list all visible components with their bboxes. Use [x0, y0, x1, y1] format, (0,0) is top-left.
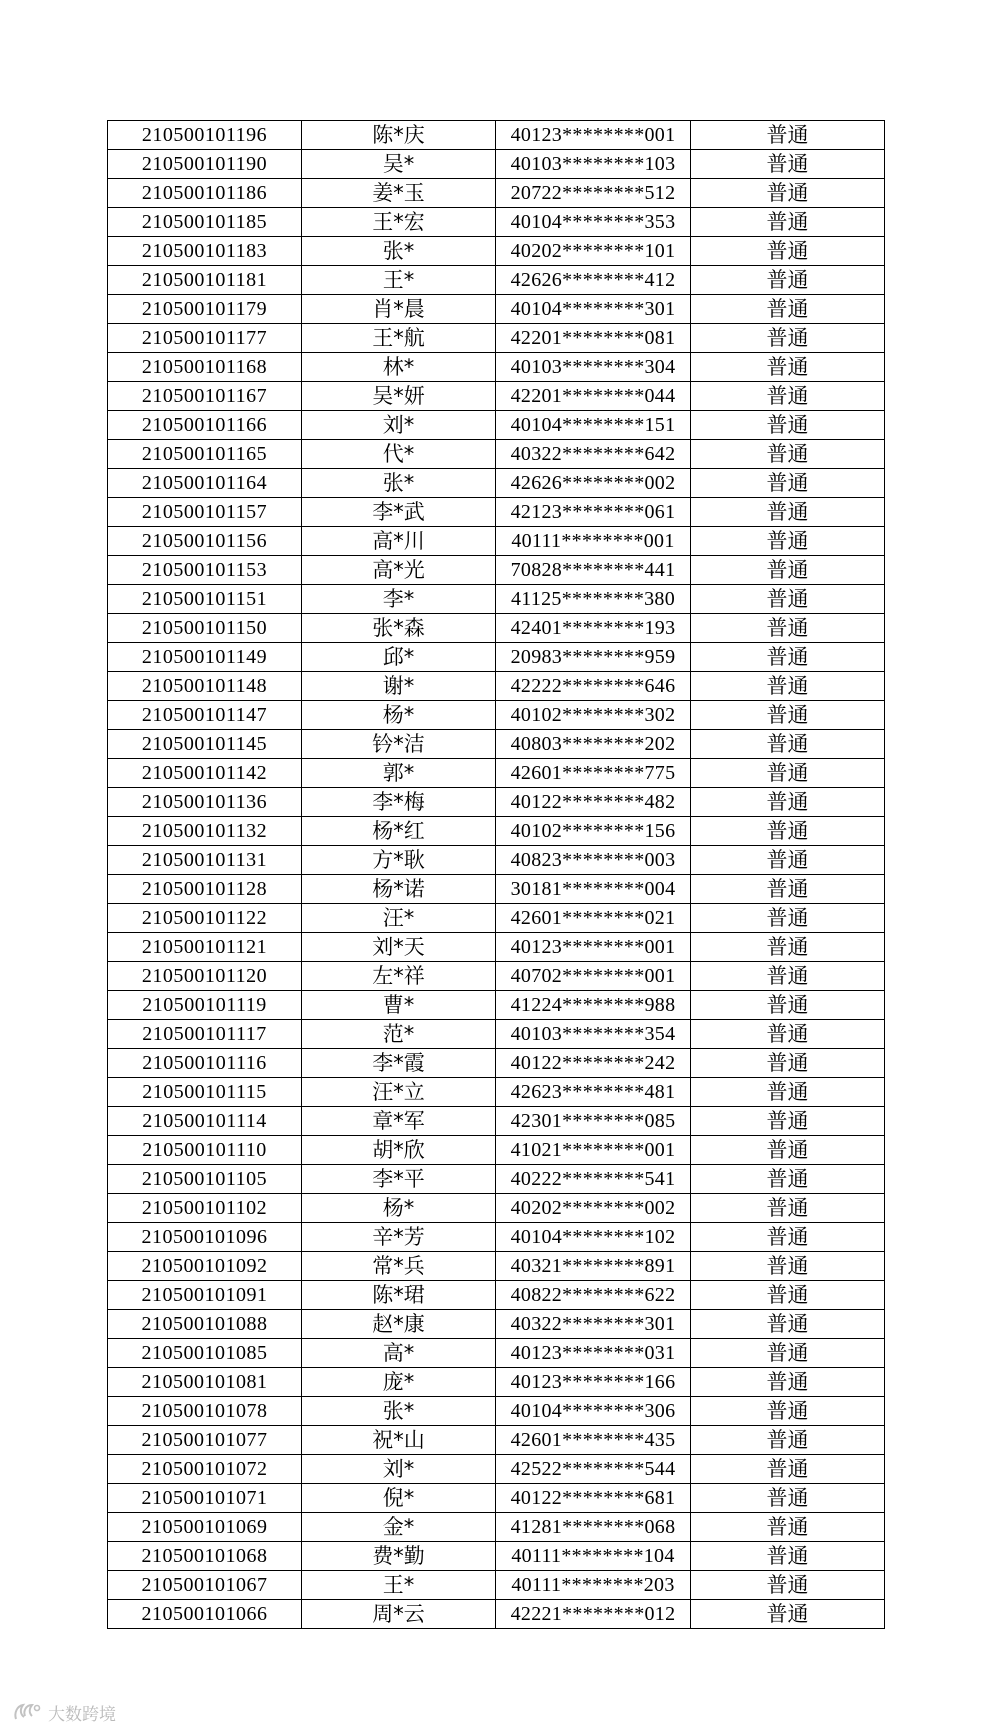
category-cell: 普通 [691, 1368, 885, 1397]
name-cell: 高*川 [302, 527, 496, 556]
name-cell: 方*耿 [302, 846, 496, 875]
exam-number-cell: 210500101147 [108, 701, 302, 730]
certificate-number-cell: 42601********435 [496, 1426, 691, 1455]
exam-number-cell: 210500101142 [108, 759, 302, 788]
name-cell: 李*霞 [302, 1049, 496, 1078]
category-cell: 普通 [691, 1136, 885, 1165]
name-cell: 张* [302, 237, 496, 266]
category-cell: 普通 [691, 962, 885, 991]
certificate-number-cell: 41021********001 [496, 1136, 691, 1165]
table-row [108, 817, 885, 846]
exam-number-cell: 210500101119 [108, 991, 302, 1020]
certificate-number-cell: 40123********031 [496, 1339, 691, 1368]
exam-number-cell: 210500101067 [108, 1571, 302, 1600]
table-row [108, 353, 885, 382]
certificate-number-cell: 42222********646 [496, 672, 691, 701]
name-cell: 李*武 [302, 498, 496, 527]
name-cell: 费*勤 [302, 1542, 496, 1571]
name-cell: 高*光 [302, 556, 496, 585]
name-cell: 赵*康 [302, 1310, 496, 1339]
table-row [108, 1252, 885, 1281]
table-row [108, 1165, 885, 1194]
exam-number-cell: 210500101102 [108, 1194, 302, 1223]
exam-number-cell: 210500101115 [108, 1078, 302, 1107]
category-cell: 普通 [691, 846, 885, 875]
exam-number-cell: 210500101072 [108, 1455, 302, 1484]
certificate-number-cell: 40202********101 [496, 237, 691, 266]
category-cell: 普通 [691, 1223, 885, 1252]
name-cell: 陈*庆 [302, 121, 496, 150]
category-cell: 普通 [691, 1194, 885, 1223]
name-cell: 谢* [302, 672, 496, 701]
certificate-number-cell: 40104********301 [496, 295, 691, 324]
certificate-number-cell: 40122********482 [496, 788, 691, 817]
certificate-number-cell: 40103********354 [496, 1020, 691, 1049]
table-row [108, 382, 885, 411]
category-cell: 普通 [691, 817, 885, 846]
exam-number-cell: 210500101190 [108, 150, 302, 179]
table-row [108, 991, 885, 1020]
certificate-number-cell: 42626********412 [496, 266, 691, 295]
certificate-number-cell: 42601********775 [496, 759, 691, 788]
exam-number-cell: 210500101185 [108, 208, 302, 237]
certificate-number-cell: 40123********166 [496, 1368, 691, 1397]
logo-icon [12, 1701, 42, 1723]
certificate-number-cell: 42201********081 [496, 324, 691, 353]
category-cell: 普通 [691, 324, 885, 353]
category-cell: 普通 [691, 556, 885, 585]
certificate-number-cell: 40111********104 [496, 1542, 691, 1571]
certificate-number-cell: 40111********001 [496, 527, 691, 556]
certificate-number-cell: 42601********021 [496, 904, 691, 933]
table-row [108, 1107, 885, 1136]
exam-number-cell: 210500101168 [108, 353, 302, 382]
name-cell: 王*宏 [302, 208, 496, 237]
certificate-number-cell: 41281********068 [496, 1513, 691, 1542]
category-cell: 普通 [691, 237, 885, 266]
exam-number-cell: 210500101077 [108, 1426, 302, 1455]
name-cell: 金* [302, 1513, 496, 1542]
certificate-number-cell: 40122********242 [496, 1049, 691, 1078]
exam-number-cell: 210500101110 [108, 1136, 302, 1165]
table-row [108, 1310, 885, 1339]
exam-number-cell: 210500101068 [108, 1542, 302, 1571]
category-cell: 普通 [691, 527, 885, 556]
certificate-number-cell: 42123********061 [496, 498, 691, 527]
table-row [108, 788, 885, 817]
exam-number-cell: 210500101117 [108, 1020, 302, 1049]
table-row [108, 875, 885, 904]
exam-number-cell: 210500101131 [108, 846, 302, 875]
category-cell: 普通 [691, 730, 885, 759]
name-cell: 常*兵 [302, 1252, 496, 1281]
table-row [108, 527, 885, 556]
certificate-number-cell: 42522********544 [496, 1455, 691, 1484]
exam-number-cell: 210500101081 [108, 1368, 302, 1397]
name-cell: 陈*珺 [302, 1281, 496, 1310]
category-cell: 普通 [691, 643, 885, 672]
table-row [108, 179, 885, 208]
name-cell: 郭* [302, 759, 496, 788]
exam-number-cell: 210500101071 [108, 1484, 302, 1513]
table-row [108, 904, 885, 933]
watermark-text: 大数跨境 [48, 1704, 116, 1725]
exam-number-cell: 210500101132 [108, 817, 302, 846]
name-cell: 杨*红 [302, 817, 496, 846]
table-row [108, 1513, 885, 1542]
name-cell: 汪*立 [302, 1078, 496, 1107]
exam-number-cell: 210500101121 [108, 933, 302, 962]
certificate-number-cell: 40222********541 [496, 1165, 691, 1194]
name-cell: 左*祥 [302, 962, 496, 991]
watermark [12, 1700, 116, 1724]
certificate-number-cell: 40123********001 [496, 933, 691, 962]
certificate-number-cell: 42401********193 [496, 614, 691, 643]
certificate-number-cell: 20983********959 [496, 643, 691, 672]
name-cell: 姜*玉 [302, 179, 496, 208]
table-row [108, 1223, 885, 1252]
table-row [108, 585, 885, 614]
table-row [108, 1049, 885, 1078]
score-list-table-container [107, 120, 884, 1629]
exam-number-cell: 210500101149 [108, 643, 302, 672]
certificate-number-cell: 42623********481 [496, 1078, 691, 1107]
table-row [108, 1368, 885, 1397]
table-row [108, 324, 885, 353]
name-cell: 肖*晨 [302, 295, 496, 324]
category-cell: 普通 [691, 353, 885, 382]
table-row [108, 1571, 885, 1600]
name-cell: 杨* [302, 701, 496, 730]
certificate-number-cell: 40322********301 [496, 1310, 691, 1339]
name-cell: 钤*洁 [302, 730, 496, 759]
category-cell: 普通 [691, 1252, 885, 1281]
name-cell: 周*云 [302, 1600, 496, 1629]
certificate-number-cell: 40202********002 [496, 1194, 691, 1223]
name-cell: 高* [302, 1339, 496, 1368]
exam-number-cell: 210500101128 [108, 875, 302, 904]
category-cell: 普通 [691, 1049, 885, 1078]
category-cell: 普通 [691, 991, 885, 1020]
certificate-number-cell: 40103********103 [496, 150, 691, 179]
table-row [108, 1339, 885, 1368]
table-row [108, 1542, 885, 1571]
name-cell: 曹* [302, 991, 496, 1020]
certificate-number-cell: 40702********001 [496, 962, 691, 991]
category-cell: 普通 [691, 1513, 885, 1542]
name-cell: 辛*芳 [302, 1223, 496, 1252]
table-row [108, 208, 885, 237]
exam-number-cell: 210500101150 [108, 614, 302, 643]
category-cell: 普通 [691, 150, 885, 179]
category-cell: 普通 [691, 498, 885, 527]
name-cell: 张* [302, 469, 496, 498]
name-cell: 张*森 [302, 614, 496, 643]
category-cell: 普通 [691, 1455, 885, 1484]
name-cell: 倪* [302, 1484, 496, 1513]
table-row [108, 701, 885, 730]
certificate-number-cell: 40321********891 [496, 1252, 691, 1281]
certificate-number-cell: 40102********302 [496, 701, 691, 730]
exam-number-cell: 210500101151 [108, 585, 302, 614]
table-row [108, 1078, 885, 1107]
exam-number-cell: 210500101105 [108, 1165, 302, 1194]
name-cell: 林* [302, 353, 496, 382]
category-cell: 普通 [691, 1281, 885, 1310]
category-cell: 普通 [691, 1600, 885, 1629]
exam-number-cell: 210500101167 [108, 382, 302, 411]
certificate-number-cell: 30181********004 [496, 875, 691, 904]
certificate-number-cell: 40104********151 [496, 411, 691, 440]
exam-number-cell: 210500101165 [108, 440, 302, 469]
name-cell: 吴*妍 [302, 382, 496, 411]
name-cell: 庞* [302, 1368, 496, 1397]
exam-number-cell: 210500101136 [108, 788, 302, 817]
exam-number-cell: 210500101092 [108, 1252, 302, 1281]
certificate-number-cell: 42221********012 [496, 1600, 691, 1629]
name-cell: 邱* [302, 643, 496, 672]
category-cell: 普通 [691, 179, 885, 208]
table-row [108, 1426, 885, 1455]
exam-number-cell: 210500101066 [108, 1600, 302, 1629]
name-cell: 刘* [302, 1455, 496, 1484]
table-row [108, 962, 885, 991]
category-cell: 普通 [691, 701, 885, 730]
category-cell: 普通 [691, 1542, 885, 1571]
category-cell: 普通 [691, 295, 885, 324]
exam-number-cell: 210500101156 [108, 527, 302, 556]
table-row [108, 1397, 885, 1426]
certificate-number-cell: 40322********642 [496, 440, 691, 469]
name-cell: 吴* [302, 150, 496, 179]
table-row [108, 237, 885, 266]
table-row [108, 846, 885, 875]
exam-number-cell: 210500101085 [108, 1339, 302, 1368]
certificate-number-cell: 40104********102 [496, 1223, 691, 1252]
category-cell: 普通 [691, 1020, 885, 1049]
table-row [108, 121, 885, 150]
category-cell: 普通 [691, 1397, 885, 1426]
category-cell: 普通 [691, 933, 885, 962]
table-row [108, 150, 885, 179]
score-list-table [107, 120, 885, 1629]
table-row [108, 295, 885, 324]
certificate-number-cell: 42201********044 [496, 382, 691, 411]
table-row [108, 1281, 885, 1310]
certificate-number-cell: 40103********304 [496, 353, 691, 382]
certificate-number-cell: 41224********988 [496, 991, 691, 1020]
exam-number-cell: 210500101148 [108, 672, 302, 701]
name-cell: 刘* [302, 411, 496, 440]
table-row [108, 614, 885, 643]
table-row [108, 1455, 885, 1484]
certificate-number-cell: 41125********380 [496, 585, 691, 614]
category-cell: 普通 [691, 469, 885, 498]
exam-number-cell: 210500101114 [108, 1107, 302, 1136]
table-row [108, 1600, 885, 1629]
category-cell: 普通 [691, 614, 885, 643]
exam-number-cell: 210500101120 [108, 962, 302, 991]
category-cell: 普通 [691, 1426, 885, 1455]
exam-number-cell: 210500101157 [108, 498, 302, 527]
table-row [108, 643, 885, 672]
table-row [108, 1484, 885, 1513]
table-row [108, 672, 885, 701]
certificate-number-cell: 40122********681 [496, 1484, 691, 1513]
table-row [108, 1020, 885, 1049]
name-cell: 李*梅 [302, 788, 496, 817]
table-row [108, 730, 885, 759]
category-cell: 普通 [691, 672, 885, 701]
table-row [108, 266, 885, 295]
certificate-number-cell: 70828********441 [496, 556, 691, 585]
category-cell: 普通 [691, 1339, 885, 1368]
category-cell: 普通 [691, 1310, 885, 1339]
table-body [108, 121, 885, 1629]
table-row [108, 556, 885, 585]
exam-number-cell: 210500101122 [108, 904, 302, 933]
name-cell: 李*平 [302, 1165, 496, 1194]
name-cell: 代* [302, 440, 496, 469]
category-cell: 普通 [691, 1571, 885, 1600]
exam-number-cell: 210500101078 [108, 1397, 302, 1426]
exam-number-cell: 210500101177 [108, 324, 302, 353]
category-cell: 普通 [691, 759, 885, 788]
table-row [108, 759, 885, 788]
category-cell: 普通 [691, 875, 885, 904]
exam-number-cell: 210500101181 [108, 266, 302, 295]
exam-number-cell: 210500101166 [108, 411, 302, 440]
name-cell: 章*军 [302, 1107, 496, 1136]
exam-number-cell: 210500101145 [108, 730, 302, 759]
table-row [108, 440, 885, 469]
name-cell: 王* [302, 266, 496, 295]
table-row [108, 411, 885, 440]
name-cell: 范* [302, 1020, 496, 1049]
exam-number-cell: 210500101153 [108, 556, 302, 585]
certificate-number-cell: 40822********622 [496, 1281, 691, 1310]
name-cell: 张* [302, 1397, 496, 1426]
certificate-number-cell: 40102********156 [496, 817, 691, 846]
name-cell: 杨*诺 [302, 875, 496, 904]
certificate-number-cell: 42626********002 [496, 469, 691, 498]
name-cell: 王* [302, 1571, 496, 1600]
category-cell: 普通 [691, 585, 885, 614]
name-cell: 胡*欣 [302, 1136, 496, 1165]
category-cell: 普通 [691, 1484, 885, 1513]
name-cell: 刘*天 [302, 933, 496, 962]
category-cell: 普通 [691, 788, 885, 817]
category-cell: 普通 [691, 904, 885, 933]
category-cell: 普通 [691, 121, 885, 150]
table-row [108, 1194, 885, 1223]
name-cell: 汪* [302, 904, 496, 933]
exam-number-cell: 210500101091 [108, 1281, 302, 1310]
category-cell: 普通 [691, 440, 885, 469]
certificate-number-cell: 40104********306 [496, 1397, 691, 1426]
exam-number-cell: 210500101183 [108, 237, 302, 266]
exam-number-cell: 210500101186 [108, 179, 302, 208]
table-row [108, 498, 885, 527]
exam-number-cell: 210500101196 [108, 121, 302, 150]
category-cell: 普通 [691, 1078, 885, 1107]
certificate-number-cell: 20722********512 [496, 179, 691, 208]
category-cell: 普通 [691, 411, 885, 440]
table-row [108, 933, 885, 962]
table-row [108, 469, 885, 498]
certificate-number-cell: 40123********001 [496, 121, 691, 150]
exam-number-cell: 210500101116 [108, 1049, 302, 1078]
exam-number-cell: 210500101069 [108, 1513, 302, 1542]
certificate-number-cell: 40111********203 [496, 1571, 691, 1600]
category-cell: 普通 [691, 208, 885, 237]
certificate-number-cell: 40104********353 [496, 208, 691, 237]
certificate-number-cell: 40823********003 [496, 846, 691, 875]
exam-number-cell: 210500101096 [108, 1223, 302, 1252]
certificate-number-cell: 40803********202 [496, 730, 691, 759]
exam-number-cell: 210500101179 [108, 295, 302, 324]
certificate-number-cell: 42301********085 [496, 1107, 691, 1136]
name-cell: 祝*山 [302, 1426, 496, 1455]
exam-number-cell: 210500101088 [108, 1310, 302, 1339]
name-cell: 王*航 [302, 324, 496, 353]
category-cell: 普通 [691, 1107, 885, 1136]
exam-number-cell: 210500101164 [108, 469, 302, 498]
category-cell: 普通 [691, 382, 885, 411]
category-cell: 普通 [691, 1165, 885, 1194]
table-row [108, 1136, 885, 1165]
category-cell: 普通 [691, 266, 885, 295]
name-cell: 杨* [302, 1194, 496, 1223]
name-cell: 李* [302, 585, 496, 614]
